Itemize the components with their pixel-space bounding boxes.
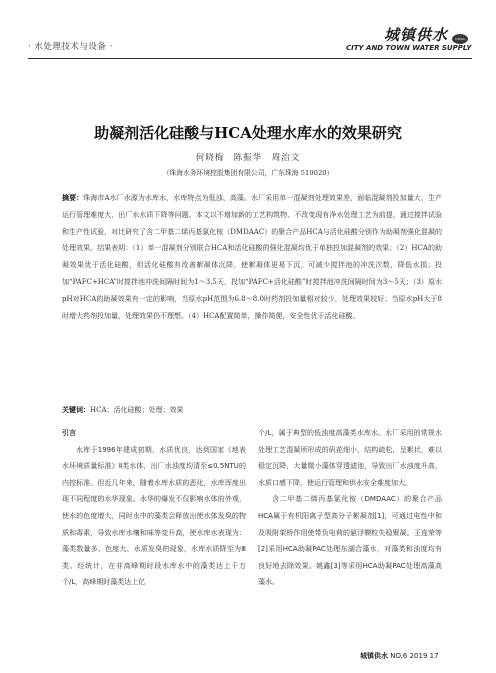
body-paragraph: 水库于1996年建成初期，水质优良，达到国家《地表水环境质量标准》Ⅱ类水体，出厂水浊度均清至≤0.5NTU的内控标准。但近几年来，随着水库水质的恶化，水库浑度出现不同程度的水华现象。水华的爆发不仅影响水体的外观，使水的色度增大，同时水中的藻类会释放出使水体发臭的物质和毒素，导致水库水壤和味等变升高，使水库水表现为：藻类数量多、色度大、水质发臭的现象，水库水质降至为Ⅲ类。经统计，在非高峰期时段水库水中的藻类达上千万个/L，高峰期时藻类达上亿 [62,445,246,587]
keywords-text: HCA；活化硅酸；处理；效果 [90,406,184,414]
keywords-label: 关键词： [62,406,90,414]
journal-badge-icon: CWSA [452,34,468,44]
body-column-left [62,425,246,591]
article-authors: 何晓梅 陈振华 周治文 [195,153,301,163]
body-paragraph: 个/L，属于典型的低浊度高藻类水库水。水厂采用的常规水处理工艺混凝所形成的矾花细小，结构疏松，呈絮状，难以稳定沉降，大量微小藻体穿透滤池，导致出厂水浊度升高，水质口感下降，使运行管理和供水安全难度加大。 [258,429,442,487]
footer-page-number: 17 [429,652,439,660]
abstract-label: 摘要： [62,194,84,202]
footer-issue: NO.6 2019 [390,652,428,660]
footer-journal: 城镇供水 [360,652,388,660]
page-footer [360,651,439,661]
body-column-right [258,425,442,591]
section-heading-introduction: 引言 [62,429,76,437]
abstract [62,190,442,324]
body-paragraph: 含二甲基二烯丙基氯化铵（DMDAAC）的聚合产品HCA属于有机阳离子型高分子絮凝剂[1]，可通过电性中和及吸附架桥作用使带负电荷的悬浮颗粒失稳聚凝。王连荣等[2]采用HCA助凝PAC处理东湖合藻水，对藻类和浊度均有良好地去除效果。姚鑫[3]等采用HCA助凝PAC处理高藻高藻水。 [258,495,442,587]
page-header [28,26,472,58]
section-label: · 水处理技术与设备 · [28,42,113,52]
article-affiliation: （珠海水务环境控股集团有限公司，广东珠海 519020） [162,169,334,177]
keywords [62,405,442,415]
journal-logo-en: CITY AND TOWN WATER SUPPLY [346,44,472,52]
journal-logo-cn: 城镇供水 [384,26,449,44]
article-title: 助凝剂活化硅酸与HCA处理水库水的效果研究 [94,124,402,142]
abstract-text: 珠海市A水厂水源为水库水，水库特点为低浊、高藻。水厂采用单一混凝剂处理效果差，面临混凝剂投加量大、生产运行管理难度大，出厂水水质下降等问题。本文以不增加新的工艺构筑物、不改变现有净水处理工艺为前提，通过搅拌试验和生产性试验，对比研究了含二甲基二烯丙基氯化铵（DMDAAC）的聚合产品HCA与活化硅酸分别作为助凝剂强化混凝的处理效果。结果表明：（1）单一混凝剂分别联合HCA和活化硅酸的强化混凝均优于单独投加混凝剂的效果；（2）HCA的助凝效果优于活化硅酸，但活化硅酸有改善絮凝体沉降，使絮凝体更易下沉，可减少搅拌池的冲洗次数，降低水损；投加“PAFC+HCA”时搅拌池冲洗间隔时间为1～3.5天，投加“PAFC+活化硅酸”时搅拌池冲洗间隔时间为3～5天；（3）原水pH对HCA的助凝效果有一定的影响，当原水pH范围为6.8～8.0时药剂投加量相对较少，处理效果较好；当原水pH大于8时增大药剂投加量，处理效果仍不理想。（4）HCA配置简单，操作简便，安全性优于活化硅酸。 [62,194,443,320]
header-divider [28,58,472,59]
